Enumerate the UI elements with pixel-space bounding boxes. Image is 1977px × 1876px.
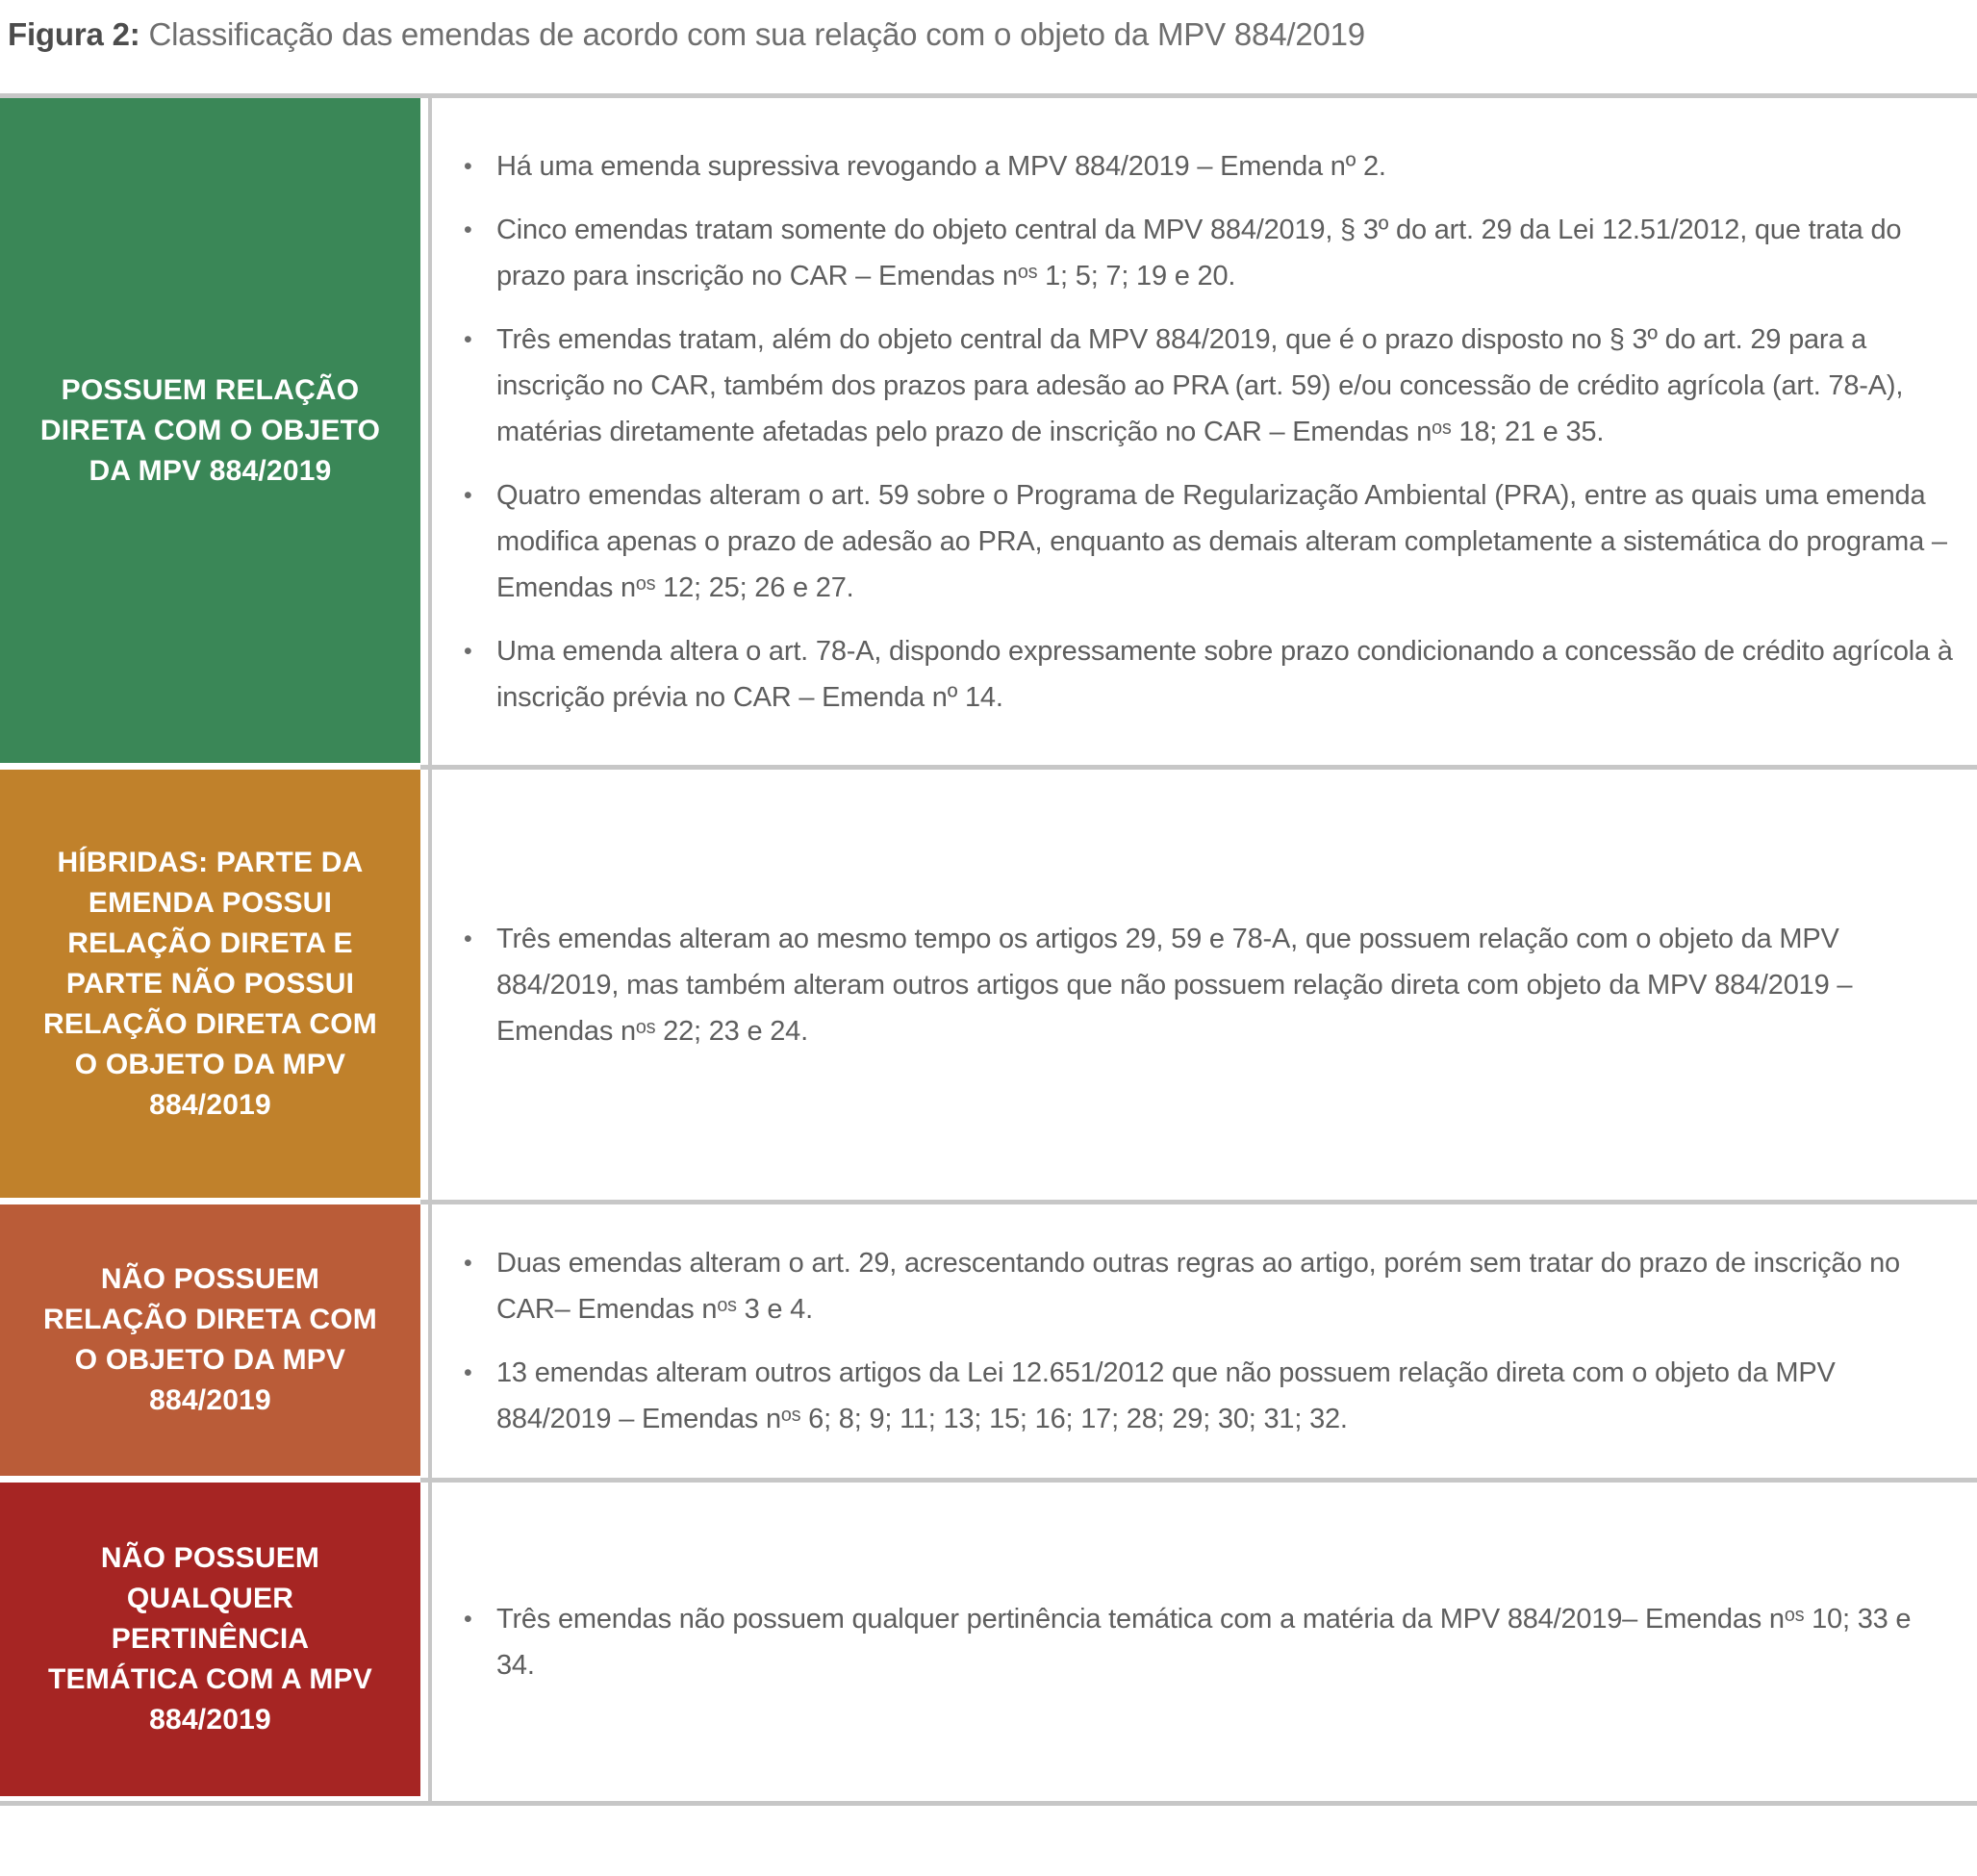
bullet-icon: • bbox=[464, 481, 472, 509]
list-item-text: Quatro emendas alteram o art. 59 sobre o Programa de Regularização Ambiental (PRA), entre as quais uma emenda modifica apenas o prazo de adesão ao PRA, enquanto as demais alteram completamente a sistemática do programa – Emendas nᵒˢ 12; 25; 26 e 27. bbox=[496, 479, 1947, 603]
list-item bbox=[464, 472, 1954, 611]
row-content bbox=[420, 1204, 1977, 1483]
classification-table bbox=[0, 93, 1977, 1806]
table-row bbox=[0, 1483, 1977, 1801]
list-item bbox=[464, 207, 1954, 299]
list-item bbox=[464, 1350, 1954, 1442]
table-row bbox=[0, 1204, 1977, 1483]
list-item-text: Há uma emenda supressiva revogando a MPV 884/2019 – Emenda nº 2. bbox=[496, 150, 1386, 182]
bullet-icon: • bbox=[464, 1605, 472, 1633]
list-item bbox=[464, 1240, 1954, 1332]
category-cell-no-thematic-pertinence: NÃO POSSUEM QUALQUER PERTINÊNCIA TEMÁTICA COM A MPV 884/2019 bbox=[0, 1483, 420, 1796]
list-item bbox=[464, 143, 1954, 190]
list-item-text: Três emendas tratam, além do objeto central da MPV 884/2019, que é o prazo disposto no § 3º do art. 29 para a inscrição no CAR, também dos prazos para adesão ao PRA (art. 59) e/ou concessão de crédito agrícola (art. 78-A), matérias diretamente afetadas pelo prazo de inscrição no CAR – Emendas nᵒˢ 18; 21 e 35. bbox=[496, 323, 1904, 447]
figure-caption bbox=[0, 0, 1977, 56]
table-row bbox=[0, 770, 1977, 1204]
list-item bbox=[464, 317, 1954, 455]
list-item bbox=[464, 628, 1954, 721]
bullet-icon: • bbox=[464, 925, 472, 952]
figure-caption-label: Figura 2: bbox=[8, 16, 140, 52]
category-cell-direct-relation: POSSUEM RELAÇÃO DIRETA COM O OBJETO DA MPV 884/2019 bbox=[0, 98, 420, 763]
list-item-text: Cinco emendas tratam somente do objeto central da MPV 884/2019, § 3º do art. 29 da Lei 12.51/2012, que trata do prazo para inscrição no CAR – Emendas nᵒˢ 1; 5; 7; 19 e 20. bbox=[496, 214, 1902, 292]
bullet-icon: • bbox=[464, 1359, 472, 1386]
list-item-text: Uma emenda altera o art. 78-A, dispondo expressamente sobre prazo condicionando a concessão de crédito agrícola à inscrição prévia no CAR – Emenda nº 14. bbox=[496, 635, 1953, 713]
list-item-text: Duas emendas alteram o art. 29, acrescentando outras regras ao artigo, porém sem tratar do prazo de inscrição no CAR– Emendas nᵒˢ 3 e 4. bbox=[496, 1248, 1900, 1325]
category-cell-hybrid: HÍBRIDAS: PARTE DA EMENDA POSSUI RELAÇÃO DIRETA E PARTE NÃO POSSUI RELAÇÃO DIRETA COM O OBJETO DA MPV 884/2019 bbox=[0, 770, 420, 1198]
category-cell-no-direct-relation: NÃO POSSUEM RELAÇÃO DIRETA COM O OBJETO DA MPV 884/2019 bbox=[0, 1204, 420, 1476]
row-content bbox=[420, 98, 1977, 770]
bullet-icon: • bbox=[464, 215, 472, 243]
table-row bbox=[0, 98, 1977, 770]
bullet-icon: • bbox=[464, 1250, 472, 1277]
list-item bbox=[464, 916, 1954, 1054]
row-content bbox=[420, 770, 1977, 1204]
figure-caption-text: Classificação das emendas de acordo com sua relação com o objeto da MPV 884/2019 bbox=[139, 16, 1365, 52]
list-item-text: 13 emendas alteram outros artigos da Lei 12.651/2012 que não possuem relação direta com o objeto da MPV 884/2019 – Emendas nᵒˢ 6; 8; 9; 11; 13; 15; 16; 17; 28; 29; 30; 31; 32. bbox=[496, 1357, 1836, 1434]
row-content bbox=[420, 1483, 1977, 1801]
bullet-icon: • bbox=[464, 637, 472, 665]
list-item-text: Três emendas não possuem qualquer pertinência temática com a matéria da MPV 884/2019– Emendas nᵒˢ 10; 33 e 34. bbox=[496, 1603, 1912, 1681]
bullet-icon: • bbox=[464, 325, 472, 353]
bullet-icon: • bbox=[464, 152, 472, 180]
list-item bbox=[464, 1596, 1954, 1688]
column-divider bbox=[428, 98, 432, 1801]
list-item-text: Três emendas alteram ao mesmo tempo os artigos 29, 59 e 78-A, que possuem relação com o objeto da MPV 884/2019, mas também alteram outros artigos que não possuem relação direta com objeto da MPV 884/2019 – Emendas nᵒˢ 22; 23 e 24. bbox=[496, 923, 1853, 1047]
